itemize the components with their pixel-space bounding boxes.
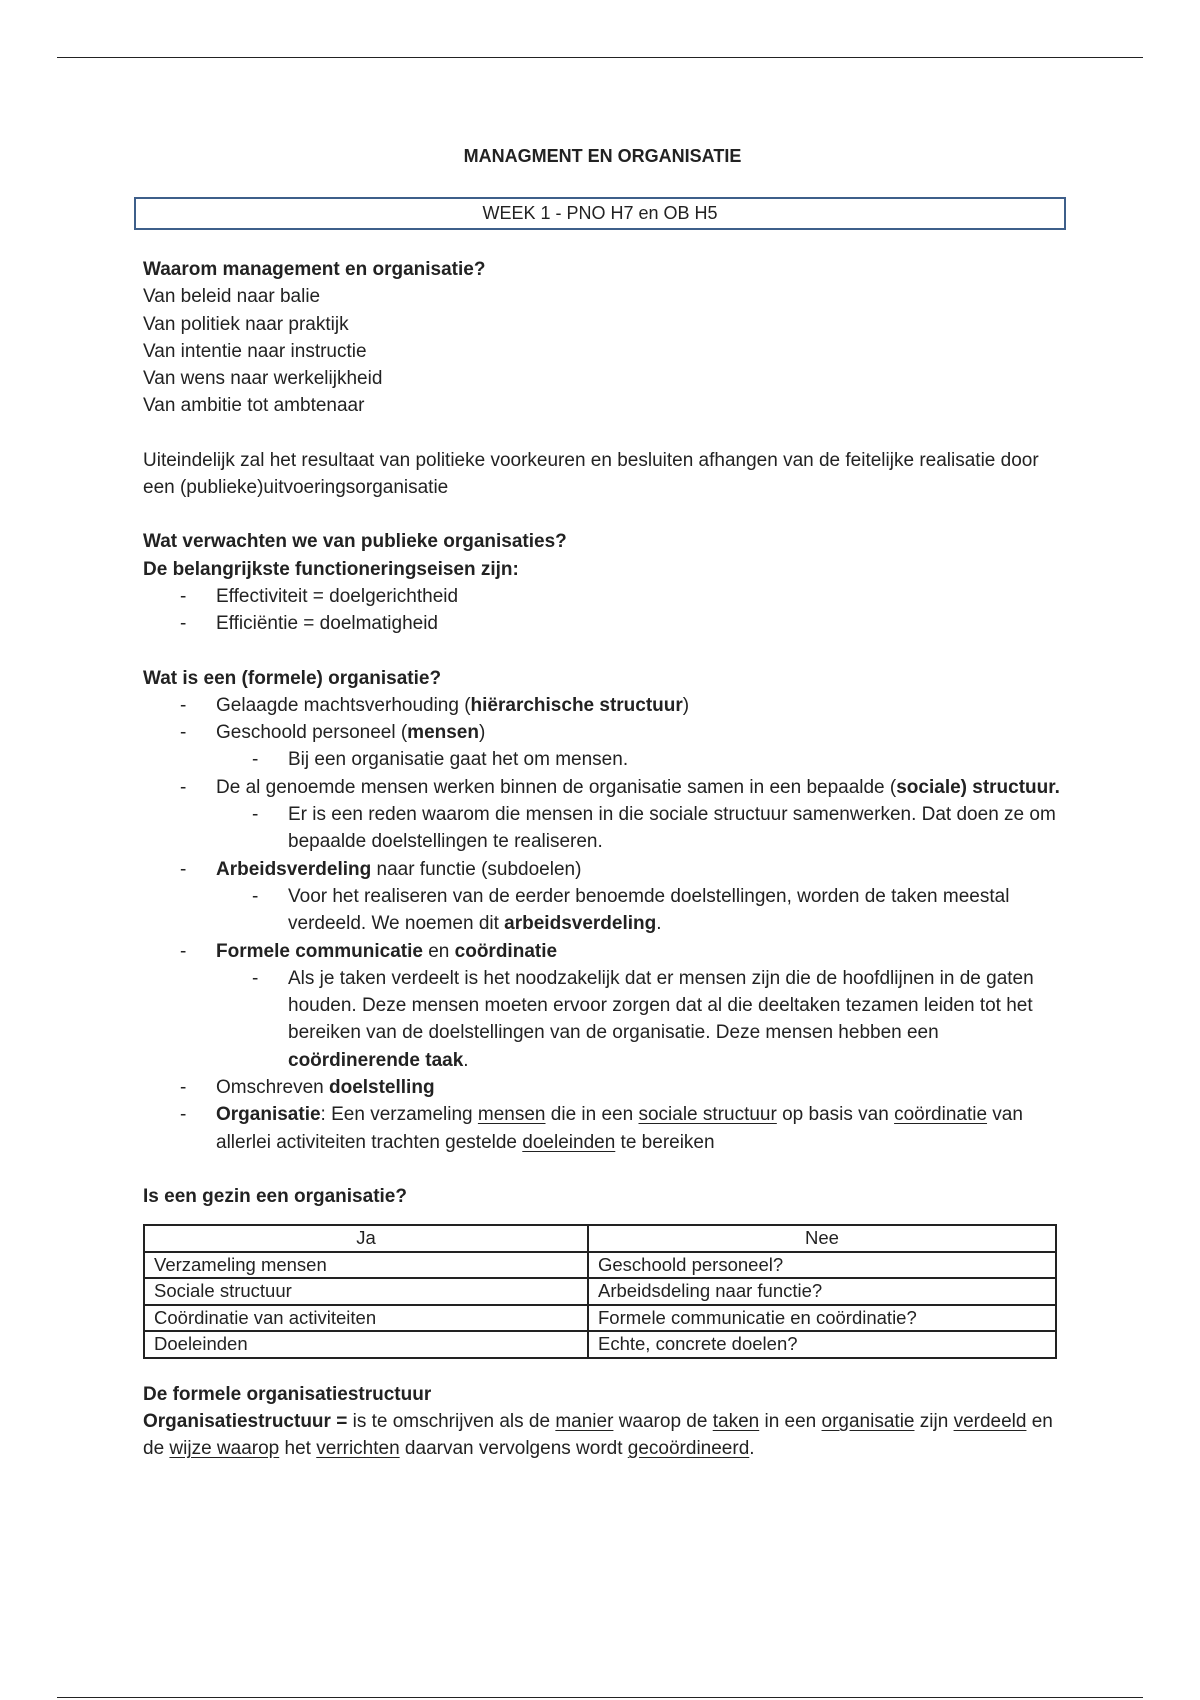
sub-list-item: - Er is een reden waarom die mensen in die sociale structuur samenwerken. Dat doen ze om bepaalde doelstellingen te realiseren.	[143, 801, 1073, 856]
column-header-ja: Ja	[144, 1225, 588, 1252]
text-line: Van beleid naar balie	[143, 286, 321, 308]
structure-definition: Organisatiestructuur = is te omschrijven als de manier waarop de taken in een organisatie zijn verdeeld en de wijze waarop het verrichten daarvan vervolgens wordt gecoördineerd.	[143, 1411, 1053, 1460]
table-row	[144, 1252, 1056, 1279]
sub-list	[143, 746, 1073, 773]
table-cell: Sociale structuur	[144, 1278, 588, 1305]
table-cell: Coördinatie van activiteiten	[144, 1305, 588, 1332]
document-body	[143, 140, 1073, 1463]
sub-list	[143, 801, 1073, 856]
week-header-box: WEEK 1 - PNO H7 en OB H5	[134, 197, 1066, 230]
list-item: - Formele communicatie en coördinatie	[143, 938, 1073, 965]
table-header-row	[144, 1225, 1056, 1252]
table-cell: Formele communicatie en coördinatie?	[588, 1305, 1056, 1332]
section-heading-structure: De formele organisatiestructuur	[143, 1383, 432, 1405]
table-cell: Verzameling mensen	[144, 1252, 588, 1279]
document-title: MANAGMENT EN ORGANISATIE	[463, 146, 742, 166]
table-row	[144, 1305, 1056, 1332]
list-item: - Geschoold personeel (mensen)	[143, 719, 1073, 746]
table-row	[144, 1278, 1056, 1305]
table-cell: Doeleinden	[144, 1331, 588, 1358]
text-line: Van politiek naar praktijk	[143, 313, 349, 335]
list-item: - De al genoemde mensen werken binnen de organisatie samen in een bepaalde (sociale) structuur.	[143, 774, 1073, 801]
table-cell: Arbeidsdeling naar functie?	[588, 1278, 1056, 1305]
list-item: - Arbeidsverdeling naar functie (subdoelen)	[143, 856, 1073, 883]
organisation-features-list	[143, 692, 1073, 747]
text-line: Van wens naar werkelijkheid	[143, 368, 383, 390]
sub-list-item: - Bij een organisatie gaat het om mensen.	[143, 746, 1073, 773]
section-heading-family: Is een gezin een organisatie?	[143, 1185, 407, 1207]
list-item: - Gelaagde machtsverhouding (hiërarchische structuur)	[143, 692, 1073, 719]
table-cell: Geschoold personeel?	[588, 1252, 1056, 1279]
paragraph-uitvoering: Uiteindelijk zal het resultaat van politieke voorkeuren en besluiten afhangen van de feitelijke realisatie door een (publieke)uitvoeringsorganisatie	[143, 449, 1039, 499]
comparison-table	[143, 1224, 1057, 1359]
column-header-nee: Nee	[588, 1225, 1056, 1252]
list-item: - Effectiviteit = doelgerichtheid	[143, 583, 1073, 610]
sub-list	[143, 965, 1073, 1074]
list-item: - Omschreven doelstelling	[143, 1074, 1073, 1101]
list-item-definition: - Organisatie: Een verzameling mensen die in een sociale structuur op basis van coördinatie van allerlei activiteiten trachten gestelde doeleinden te bereiken	[143, 1101, 1073, 1156]
sub-list-item: - Als je taken verdeelt is het noodzakelijk dat er mensen zijn die de hoofdlijnen in de gaten houden. Deze mensen moeten ervoor zorgen dat al die deeltaken tezamen leiden tot het bereiken van de doelstellingen van de organisatie. Deze mensen hebben een coördinerende taak.	[143, 965, 1073, 1074]
text-line: Van intentie naar instructie	[143, 340, 367, 362]
header-rule	[57, 57, 1143, 58]
text-line: Van ambitie tot ambtenaar	[143, 395, 365, 417]
table-row	[144, 1331, 1056, 1358]
section-subheading-requirements: De belangrijkste functioneringseisen zijn:	[143, 558, 519, 580]
requirements-list	[143, 583, 1073, 638]
list-item: - Efficiëntie = doelmatigheid	[143, 610, 1073, 637]
section-heading-why: Waarom management en organisatie?	[143, 259, 486, 280]
footer-rule	[57, 1697, 1143, 1698]
sub-list	[143, 883, 1073, 938]
section-heading-formal-organisation: Wat is een (formele) organisatie?	[143, 667, 442, 689]
table-cell: Echte, concrete doelen?	[588, 1331, 1056, 1358]
section-heading-expectations: Wat verwachten we van publieke organisaties?	[143, 531, 567, 553]
sub-list-item: - Voor het realiseren van de eerder benoemde doelstellingen, worden de taken meestal verdeeld. We noemen dit arbeidsverdeling.	[143, 883, 1073, 938]
